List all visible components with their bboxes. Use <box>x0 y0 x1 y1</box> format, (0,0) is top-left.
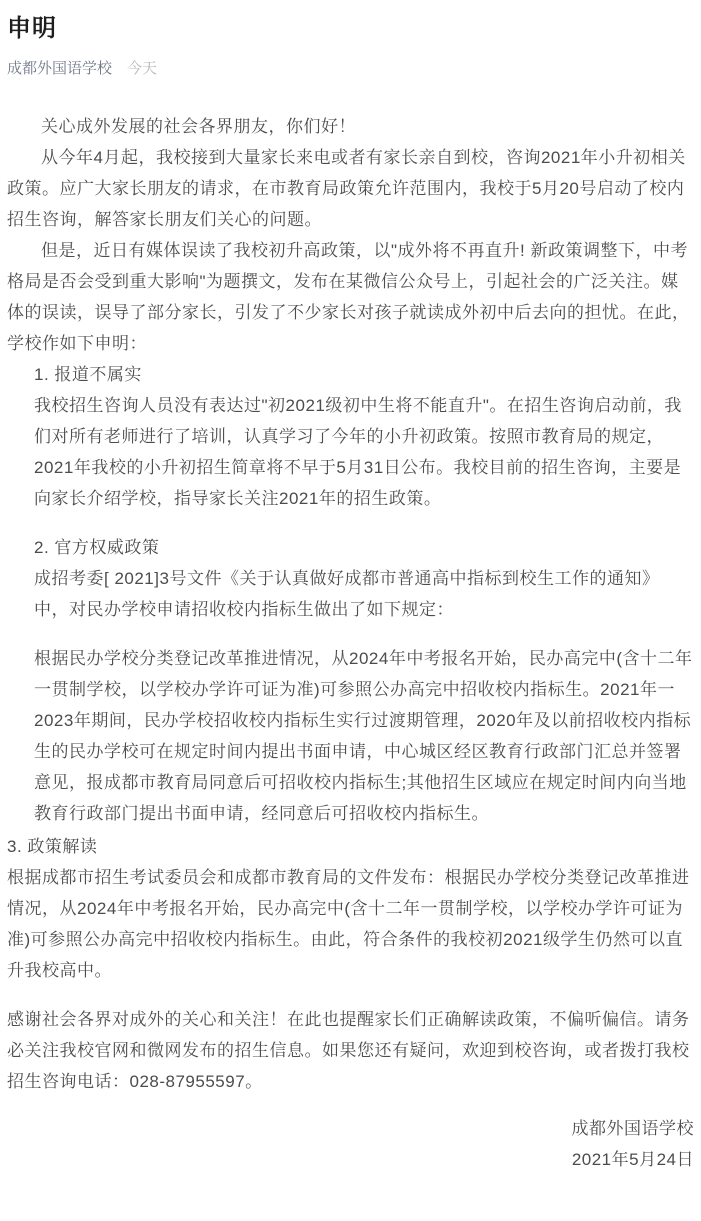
account-name-link[interactable]: 成都外国语学校 <box>7 60 113 77</box>
section-2-body: 成招考委[ 2021]3号文件《关于认真做好成都市普通高中指标到校生工作的通知》中，对民办学校申请招收校内指标生做出了如下规定： <box>34 569 660 619</box>
signature-block <box>7 1113 695 1175</box>
article-body <box>7 111 695 1175</box>
publish-date: 今天 <box>127 60 158 77</box>
section-3-body: 根据成都市招生考试委员会和成都市教育局的文件发布：根据民办学校分类登记改革推进情况，从2024年中考报名开始，民办高完中(含十二年一贯制学校，以学校办学许可证为准)可参照公办高完中招收校内指标生。由此，符合条件的我校初2021级学生仍然可以直升我校高中。 <box>7 868 690 980</box>
paragraph-closing: 感谢社会各界对成外的关心和关注！在此也提醒家长们正确解读政策，不偏听偏信。请务必关注我校官网和微网发布的招生信息。如果您还有疑问，欢迎到校咨询，或者拨打我校招生咨询电话：028-87955597。 <box>7 1010 690 1091</box>
page-title: 申明 <box>7 15 57 42</box>
section-2 <box>34 532 694 625</box>
section-1-heading: 1. 报道不属实 <box>34 365 142 384</box>
signature-date: 2021年5月24日 <box>571 1150 694 1169</box>
policy-quote-text: 根据民办学校分类登记改革推进情况，从2024年中考报名开始，民办高完中(含十二年一贯制学校，以学校办学许可证为准)可参照公办高完中招收校内指标生。2021年一2023年期间，民办学校招收校内指标生实行过渡期管理，2020年及以前招收校内指标生的民办学校可在规定时间内提出书面申请，中心城区经区教育行政部门汇总并签署意见，报成都市教育局同意后可招收校内指标生;其他招生区域应在规定时间内向当地教育行政部门提出书面申请，经同意后可招收校内指标生。 <box>34 649 693 823</box>
paragraph-background: 从今年4月起，我校接到大量家长来电或者有家长亲自到校，咨询2021年小升初相关政策。应广大家长朋友的请求，在市教育局政策允许范围内，我校于5月20号启动了校内招生咨询，解答家长朋友们关心的问题。 <box>7 148 686 229</box>
signature-school-name: 成都外国语学校 <box>571 1119 694 1138</box>
paragraph-media-misread: 但是，近日有媒体误读了我校初升高政策，以"成外将不再直升! 新政策调整下，中考格局是否会受到重大影响"为题撰文，发布在某微信公众号上，引起社会的广泛关注。媒体的误读，误导了部分家长，引发了不少家长对孩子就读成外初中后去向的担忧。在此，学校作如下申明： <box>7 241 690 353</box>
byline <box>7 58 695 79</box>
section-3-heading: 3. 政策解读 <box>7 837 98 856</box>
section-3 <box>7 831 695 986</box>
section-1-body: 我校招生咨询人员没有表达过"初2021级初中生将不能直升"。在招生咨询启动前，我们对所有老师进行了培训，认真学习了今年的小升初政策。按照市教育局的规定，2021年我校的小升初招生简章将不早于5月31日公布。我校目前的招生咨询，主要是向家长介绍学校，指导家长关注2021年的招生政策。 <box>34 396 682 508</box>
section-1 <box>34 359 694 514</box>
paragraph-greeting: 关心成外发展的社会各界朋友，你们好！ <box>41 117 356 136</box>
section-2-heading: 2. 官方权威政策 <box>34 538 160 557</box>
policy-quote-block <box>34 643 694 829</box>
